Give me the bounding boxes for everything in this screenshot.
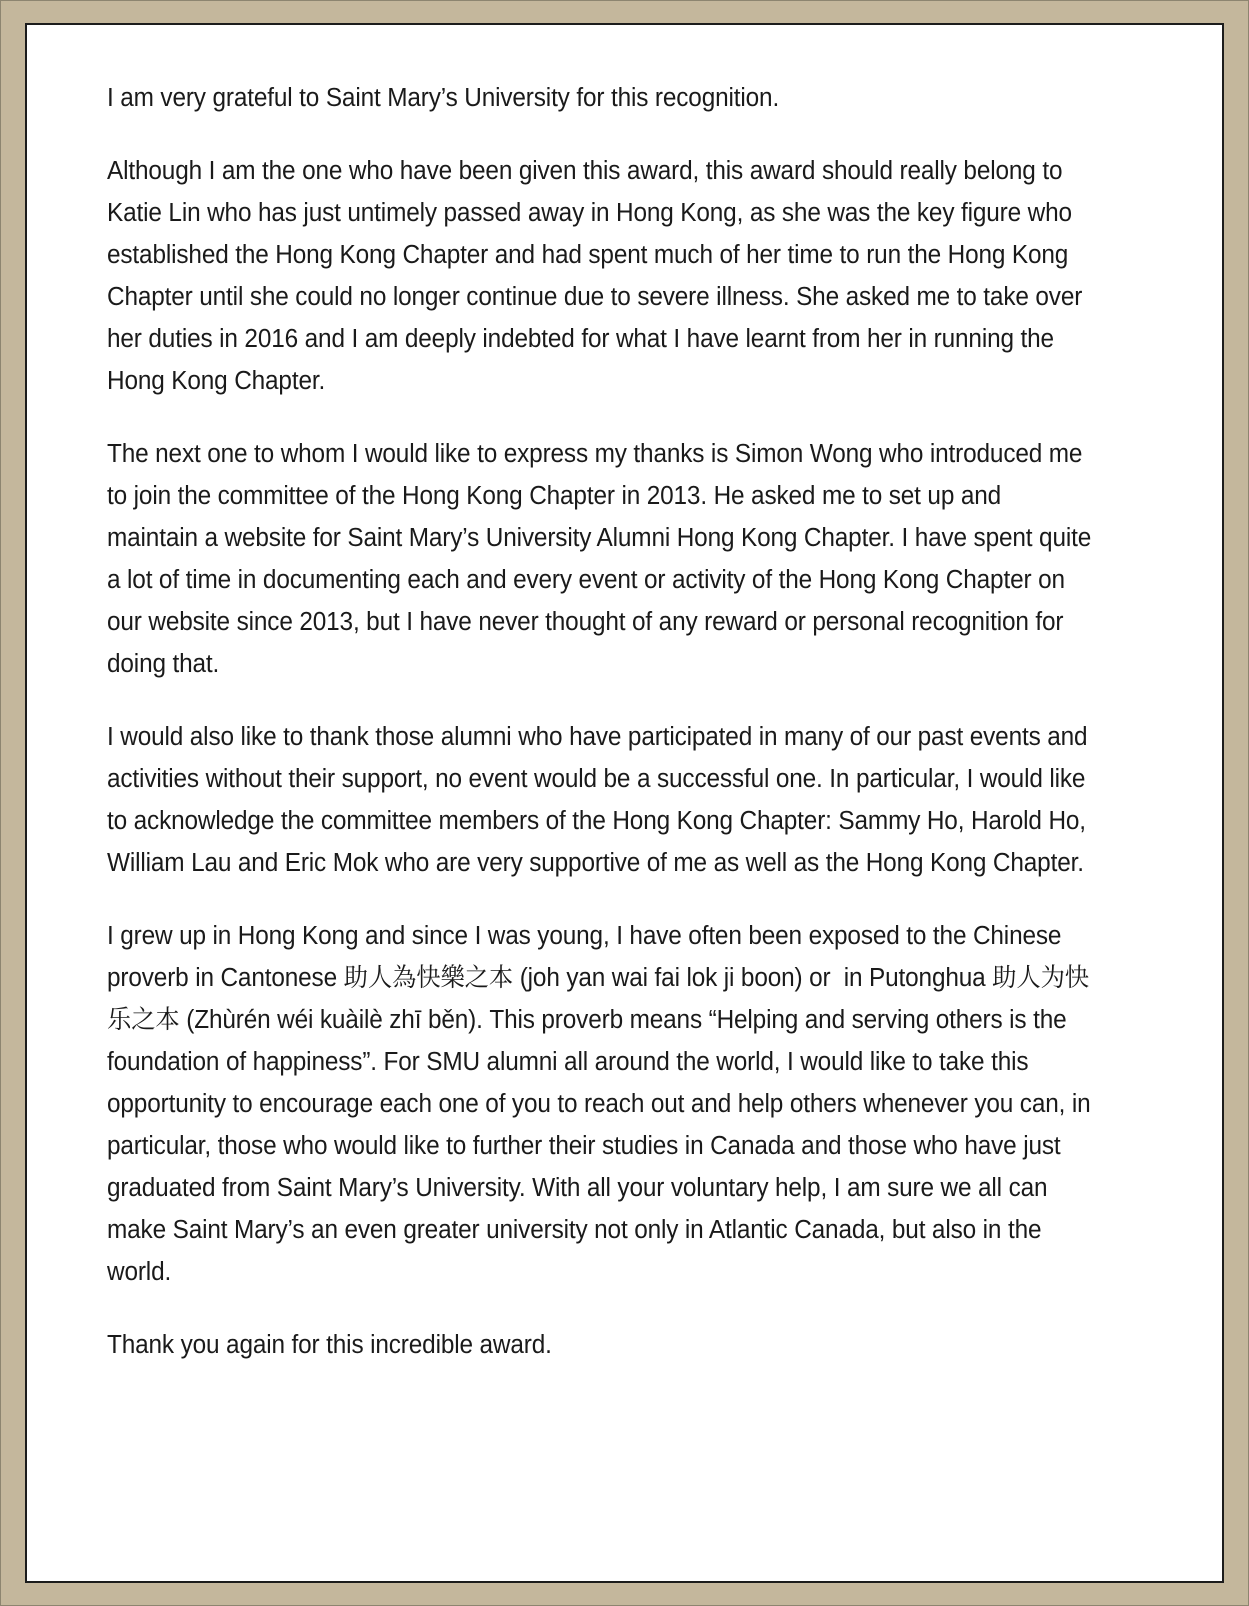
frame-inner-rule	[25, 23, 1224, 1583]
paragraph-3: The next one to whom I would like to express my thanks is Simon Wong who introduced me to join the committee of the Hong Kong Chapter in 2013. He asked me to set up and maintain a website for Saint Mary’s University Alumni Hong Kong Chapter. I have spent quite a lot of time in documenting each and every event or activity of the Hong Kong Chapter on our website since 2013, but I have never thought of any reward or personal recognition for doing that.	[107, 440, 1098, 678]
document-page	[27, 25, 1222, 1581]
paragraph-1: I am very grateful to Saint Mary’s University for this recognition.	[107, 84, 780, 112]
paragraph-6: Thank you again for this incredible award.	[107, 1331, 552, 1359]
paragraph-5: I grew up in Hong Kong and since I was young, I have often been exposed to the Chinese proverb in Cantonese 助人為快樂之本 (joh yan wai fai lok ji boon) or in Putonghua 助人为快乐之本 (Zhùrén wéi kuàilè zhī běn). This proverb means “Helping and serving others is the foundation of happiness”. For SMU alumni all around the world, I would like to take this opportunity to encourage each one of you to reach out and help others whenever you can, in particular, those who would like to further their studies in Canada and those who have just graduated from Saint Mary’s University. With all your voluntary help, I am sure we all can make Saint Mary’s an even greater university not only in Atlantic Canada, but also in the world.	[107, 922, 1098, 1286]
paragraph-4: I would also like to thank those alumni who have participated in many of our past events and activities without their support, no event would be a successful one. In particular, I would like to acknowledge the committee members of the Hong Kong Chapter: Sammy Ho, Harold Ho, William Lau and Eric Mok who are very supportive of me as well as the Hong Kong Chapter.	[107, 723, 1095, 877]
document-text-body	[107, 77, 1139, 1366]
paragraph-2: Although I am the one who have been given this award, this award should really belong to Katie Lin who has just untimely passed away in Hong Kong, as she was the key figure who established the Hong Kong Chapter and had spent much of her time to run the Hong Kong Chapter until she could no longer continue due to severe illness. She asked me to take over her duties in 2016 and I am deeply indebted for what I have learnt from her in running the Hong Kong Chapter.	[107, 157, 1089, 395]
